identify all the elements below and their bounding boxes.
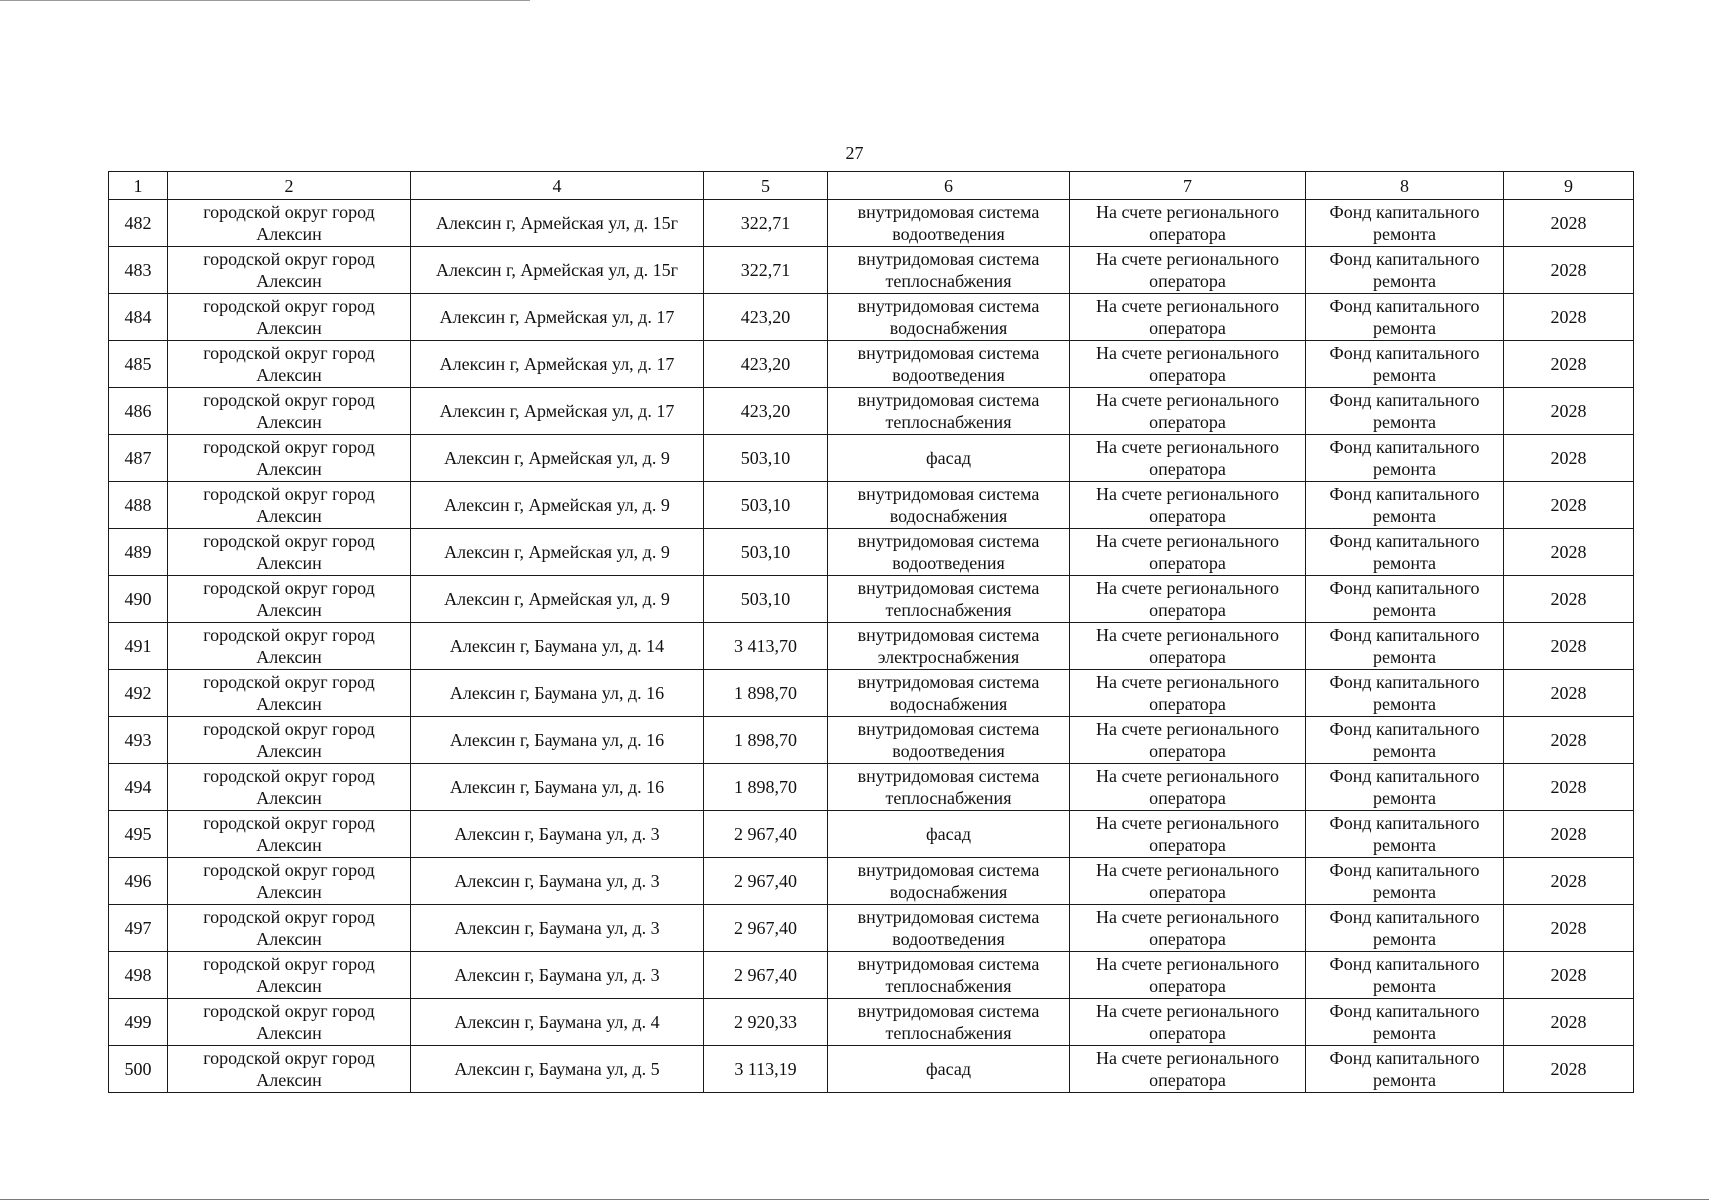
work-type-cell: внутридомовая система водоснабжения [828,294,1070,341]
row-number-cell: 496 [109,858,168,905]
address-cell: Алексин г, Баумана ул, д. 16 [411,670,704,717]
year-cell: 2028 [1504,999,1634,1046]
fund-source-cell: Фонд капитального ремонта [1306,529,1504,576]
address-cell: Алексин г, Баумана ул, д. 16 [411,764,704,811]
municipality-cell: городской округ город Алексин [168,623,411,670]
address-cell: Алексин г, Баумана ул, д. 4 [411,999,704,1046]
row-number-cell: 495 [109,811,168,858]
area-cell: 423,20 [704,388,828,435]
address-cell: Алексин г, Баумана ул, д. 3 [411,905,704,952]
fund-source-cell: Фонд капитального ремонта [1306,952,1504,999]
account-cell: На счете регионального оператора [1070,341,1306,388]
municipality-cell: городской округ город Алексин [168,247,411,294]
fund-source-cell: Фонд капитального ремонта [1306,858,1504,905]
work-type-cell: внутридомовая система теплоснабжения [828,247,1070,294]
row-number-cell: 490 [109,576,168,623]
row-number-cell: 483 [109,247,168,294]
address-cell: Алексин г, Армейская ул, д. 15г [411,200,704,247]
area-cell: 1 898,70 [704,764,828,811]
fund-source-cell: Фонд капитального ремонта [1306,341,1504,388]
page-number: 27 [845,143,864,163]
work-type-cell: внутридомовая система теплоснабжения [828,388,1070,435]
fund-source-cell: Фонд капитального ремонта [1306,435,1504,482]
area-cell: 1 898,70 [704,670,828,717]
account-cell: На счете регионального оператора [1070,717,1306,764]
year-cell: 2028 [1504,247,1634,294]
area-cell: 322,71 [704,247,828,294]
row-number-cell: 498 [109,952,168,999]
year-cell: 2028 [1504,670,1634,717]
account-cell: На счете регионального оператора [1070,858,1306,905]
row-number-cell: 485 [109,341,168,388]
area-cell: 322,71 [704,200,828,247]
municipality-cell: городской округ город Алексин [168,576,411,623]
area-cell: 2 967,40 [704,811,828,858]
address-cell: Алексин г, Баумана ул, д. 16 [411,717,704,764]
area-cell: 3 113,19 [704,1046,828,1093]
fund-source-cell: Фонд капитального ремонта [1306,294,1504,341]
table-row [109,247,1634,294]
municipality-cell: городской округ город Алексин [168,529,411,576]
account-cell: На счете регионального оператора [1070,905,1306,952]
table-row [109,999,1634,1046]
work-type-cell: внутридомовая система теплоснабжения [828,952,1070,999]
table-row [109,858,1634,905]
fund-source-cell: Фонд капитального ремонта [1306,200,1504,247]
row-number-cell: 493 [109,717,168,764]
address-cell: Алексин г, Армейская ул, д. 17 [411,294,704,341]
year-cell: 2028 [1504,482,1634,529]
row-number-cell: 492 [109,670,168,717]
row-number-cell: 500 [109,1046,168,1093]
address-cell: Алексин г, Армейская ул, д. 15г [411,247,704,294]
address-cell: Алексин г, Баумана ул, д. 3 [411,858,704,905]
year-cell: 2028 [1504,435,1634,482]
area-cell: 423,20 [704,341,828,388]
table-row [109,764,1634,811]
municipality-cell: городской округ город Алексин [168,435,411,482]
area-cell: 423,20 [704,294,828,341]
area-cell: 503,10 [704,576,828,623]
account-cell: На счете регионального оператора [1070,388,1306,435]
municipality-cell: городской округ город Алексин [168,482,411,529]
header-row [109,172,1634,200]
table-row [109,529,1634,576]
table-row [109,200,1634,247]
municipality-cell: городской округ город Алексин [168,670,411,717]
row-number-cell: 489 [109,529,168,576]
table-row [109,623,1634,670]
table-row [109,341,1634,388]
municipality-cell: городской округ город Алексин [168,999,411,1046]
table-row [109,388,1634,435]
fund-source-cell: Фонд капитального ремонта [1306,999,1504,1046]
municipality-cell: городской округ город Алексин [168,952,411,999]
account-cell: На счете регионального оператора [1070,247,1306,294]
table-row [109,294,1634,341]
year-cell: 2028 [1504,905,1634,952]
fund-source-cell: Фонд капитального ремонта [1306,717,1504,764]
column-header: 6 [828,172,1070,200]
row-number-cell: 482 [109,200,168,247]
work-type-cell: внутридомовая система водоснабжения [828,670,1070,717]
account-cell: На счете регионального оператора [1070,576,1306,623]
fund-source-cell: Фонд капитального ремонта [1306,482,1504,529]
work-type-cell: внутридомовая система водоотведения [828,529,1070,576]
work-type-cell: фасад [828,811,1070,858]
fund-source-cell: Фонд капитального ремонта [1306,811,1504,858]
address-cell: Алексин г, Армейская ул, д. 9 [411,482,704,529]
municipality-cell: городской округ город Алексин [168,905,411,952]
account-cell: На счете регионального оператора [1070,482,1306,529]
scan-edge-top [0,0,530,1]
area-cell: 503,10 [704,435,828,482]
work-type-cell: внутридомовая система теплоснабжения [828,576,1070,623]
fund-source-cell: Фонд капитального ремонта [1306,576,1504,623]
municipality-cell: городской округ город Алексин [168,200,411,247]
municipality-cell: городской округ город Алексин [168,1046,411,1093]
column-header: 5 [704,172,828,200]
municipality-cell: городской округ город Алексин [168,294,411,341]
year-cell: 2028 [1504,623,1634,670]
account-cell: На счете регионального оператора [1070,999,1306,1046]
row-number-cell: 491 [109,623,168,670]
year-cell: 2028 [1504,529,1634,576]
area-cell: 2 920,33 [704,999,828,1046]
row-number-cell: 486 [109,388,168,435]
area-cell: 2 967,40 [704,905,828,952]
table-row [109,670,1634,717]
work-type-cell: внутридомовая система водоотведения [828,341,1070,388]
municipality-cell: городской округ город Алексин [168,388,411,435]
address-cell: Алексин г, Армейская ул, д. 17 [411,341,704,388]
municipality-cell: городской округ город Алексин [168,717,411,764]
area-cell: 1 898,70 [704,717,828,764]
account-cell: На счете регионального оператора [1070,1046,1306,1093]
address-cell: Алексин г, Баумана ул, д. 14 [411,623,704,670]
account-cell: На счете регионального оператора [1070,200,1306,247]
year-cell: 2028 [1504,717,1634,764]
table-row [109,1046,1634,1093]
address-cell: Алексин г, Баумана ул, д. 3 [411,952,704,999]
table-row [109,576,1634,623]
table-row [109,811,1634,858]
address-cell: Алексин г, Армейская ул, д. 9 [411,576,704,623]
fund-source-cell: Фонд капитального ремонта [1306,1046,1504,1093]
row-number-cell: 494 [109,764,168,811]
address-cell: Алексин г, Армейская ул, д. 17 [411,388,704,435]
fund-source-cell: Фонд капитального ремонта [1306,764,1504,811]
year-cell: 2028 [1504,388,1634,435]
column-header: 4 [411,172,704,200]
row-number-cell: 488 [109,482,168,529]
area-cell: 2 967,40 [704,858,828,905]
account-cell: На счете регионального оператора [1070,670,1306,717]
year-cell: 2028 [1504,811,1634,858]
column-header: 2 [168,172,411,200]
area-cell: 2 967,40 [704,952,828,999]
municipality-cell: городской округ город Алексин [168,341,411,388]
account-cell: На счете регионального оператора [1070,435,1306,482]
column-header: 1 [109,172,168,200]
account-cell: На счете регионального оператора [1070,294,1306,341]
area-cell: 503,10 [704,482,828,529]
account-cell: На счете регионального оператора [1070,764,1306,811]
year-cell: 2028 [1504,341,1634,388]
work-type-cell: внутридомовая система электроснабжения [828,623,1070,670]
work-type-cell: внутридомовая система теплоснабжения [828,764,1070,811]
fund-source-cell: Фонд капитального ремонта [1306,247,1504,294]
work-type-cell: внутридомовая система водоснабжения [828,482,1070,529]
column-header: 7 [1070,172,1306,200]
address-cell: Алексин г, Армейская ул, д. 9 [411,529,704,576]
work-type-cell: внутридомовая система водоотведения [828,905,1070,952]
account-cell: На счете регионального оператора [1070,952,1306,999]
fund-source-cell: Фонд капитального ремонта [1306,388,1504,435]
account-cell: На счете регионального оператора [1070,529,1306,576]
address-cell: Алексин г, Баумана ул, д. 3 [411,811,704,858]
fund-source-cell: Фонд капитального ремонта [1306,623,1504,670]
area-cell: 3 413,70 [704,623,828,670]
work-type-cell: внутридомовая система водоснабжения [828,858,1070,905]
year-cell: 2028 [1504,200,1634,247]
work-type-cell: фасад [828,435,1070,482]
address-cell: Алексин г, Баумана ул, д. 5 [411,1046,704,1093]
table-row [109,435,1634,482]
row-number-cell: 484 [109,294,168,341]
year-cell: 2028 [1504,576,1634,623]
fund-source-cell: Фонд капитального ремонта [1306,905,1504,952]
row-number-cell: 487 [109,435,168,482]
row-number-cell: 499 [109,999,168,1046]
column-header: 8 [1306,172,1504,200]
year-cell: 2028 [1504,858,1634,905]
work-type-cell: внутридомовая система водоотведения [828,200,1070,247]
account-cell: На счете регионального оператора [1070,811,1306,858]
capital-repair-table [108,171,1634,1093]
municipality-cell: городской округ город Алексин [168,858,411,905]
municipality-cell: городской округ город Алексин [168,764,411,811]
area-cell: 503,10 [704,529,828,576]
table-row [109,717,1634,764]
row-number-cell: 497 [109,905,168,952]
work-type-cell: внутридомовая система теплоснабжения [828,999,1070,1046]
table-row [109,482,1634,529]
year-cell: 2028 [1504,294,1634,341]
account-cell: На счете регионального оператора [1070,623,1306,670]
address-cell: Алексин г, Армейская ул, д. 9 [411,435,704,482]
work-type-cell: фасад [828,1046,1070,1093]
table-row [109,905,1634,952]
fund-source-cell: Фонд капитального ремонта [1306,670,1504,717]
year-cell: 2028 [1504,952,1634,999]
table-row [109,952,1634,999]
year-cell: 2028 [1504,764,1634,811]
municipality-cell: городской округ город Алексин [168,811,411,858]
column-header: 9 [1504,172,1634,200]
year-cell: 2028 [1504,1046,1634,1093]
work-type-cell: внутридомовая система водоотведения [828,717,1070,764]
